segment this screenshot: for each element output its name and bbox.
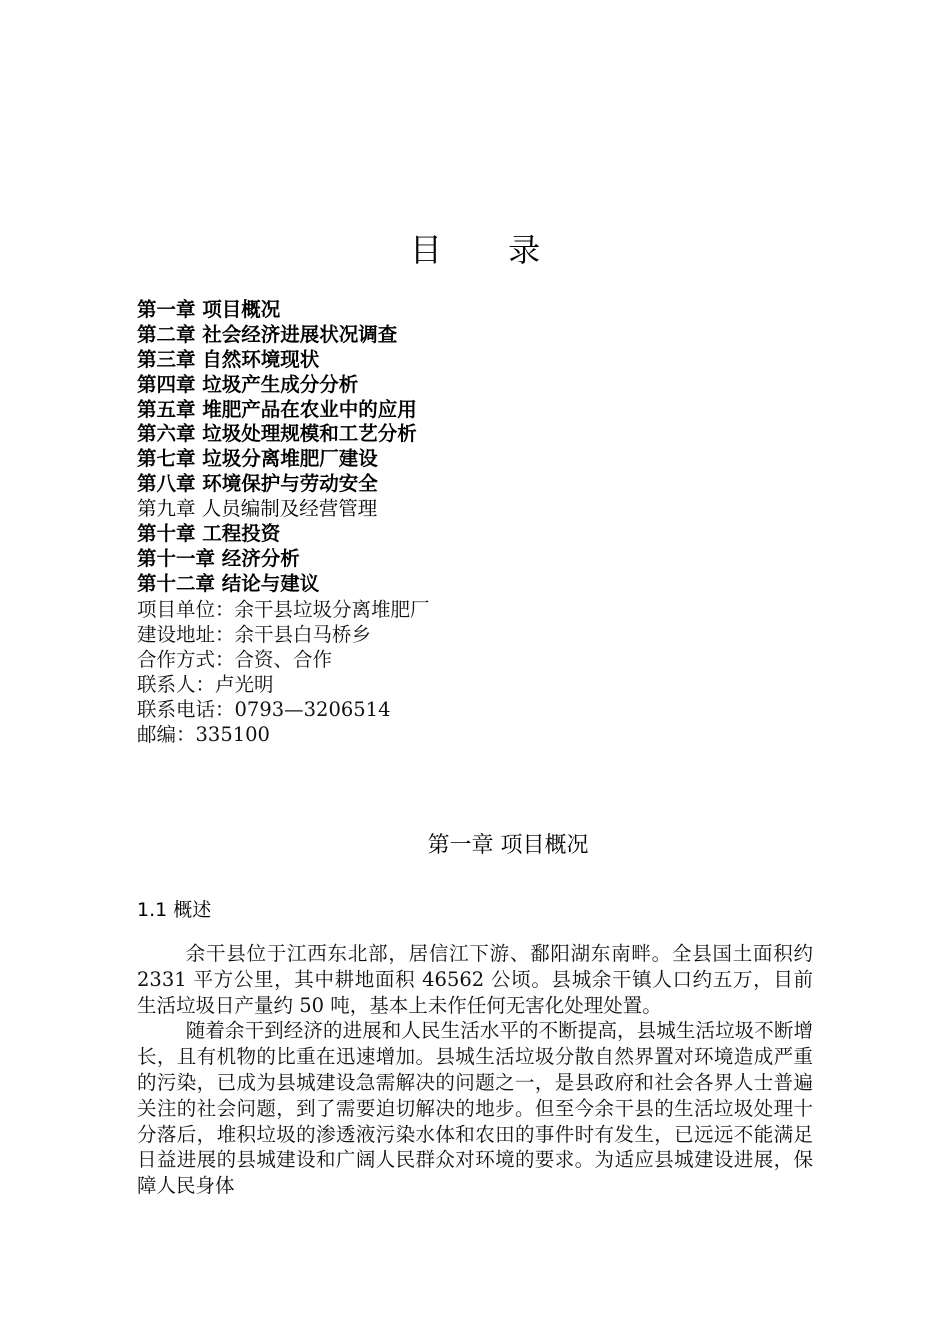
toc-item-chapter-6: 第六章 垃圾处理规模和工艺分析 <box>137 422 417 446</box>
toc-item-chapter-2: 第二章 社会经济进展状况调查 <box>137 322 398 346</box>
toc-item-chapter-4: 第四章 垃圾产生成分分析 <box>137 372 359 396</box>
toc-title: 目 录 <box>409 231 569 269</box>
paragraph: 随着余干到经济的进展和人民生活水平的不断提高，县城生活垃圾不断增长，且有机物的比重在迅速增加。县城生活垃圾分散自然界置对环境造成严重的污染，已成为县城建设急需解决的问题之一，是县政府和社会各界人士普遍关注的社会问题，到了需要迫切解决的地步。但至今余干县的生活垃圾处理十分落后，堆积垃圾的渗透液污染水体和农田的事件时有发生，已远远不能满足日益进展的县城建设和广阔人民群众对环境的要求。为适应县城建设进展，保障人民身体 <box>137 1019 813 1198</box>
toc-item-chapter-1: 第一章 项目概况 <box>137 298 281 321</box>
contact-phone: 联系电话：0793—3206514 <box>137 698 391 721</box>
toc-item-chapter-10: 第十章 工程投资 <box>137 522 281 546</box>
toc-item-chapter-8: 第八章 环境保护与劳动安全 <box>137 472 378 496</box>
postal-code: 邮编：335100 <box>137 723 270 746</box>
project-unit: 项目单位：余干县垃圾分离堆肥厂 <box>137 598 430 621</box>
contact-person: 联系人：卢光明 <box>137 673 274 696</box>
project-info <box>137 597 817 747</box>
toc-item-chapter-12: 第十二章 结论与建议 <box>137 571 320 595</box>
toc-item-chapter-7: 第七章 垃圾分离堆肥厂建设 <box>137 447 378 471</box>
chapter-title: 第一章 项目概况 <box>427 833 589 858</box>
toc-item-chapter-5: 第五章 堆肥产品在农业中的应用 <box>137 397 417 421</box>
paragraph: 余干县位于江西东北部，居信江下游、鄱阳湖东南畔。全县国土面积约 2331 平方公里，其中耕地面积 46562 公顷。县城余干镇人口约五万，目前生活垃圾日产量约 50 吨，基本上未作任何无害化处理处置。 <box>137 942 813 1017</box>
project-address: 建设地址：余干县白马桥乡 <box>137 623 372 646</box>
cooperation-mode: 合作方式：合资、合作 <box>137 648 333 671</box>
toc-item-chapter-3: 第三章 自然环境现状 <box>137 347 320 371</box>
toc-item-chapter-9: 第九章 人员编制及经营管理 <box>137 497 378 521</box>
table-of-contents <box>137 298 817 597</box>
toc-item-chapter-11: 第十一章 经济分析 <box>137 546 300 570</box>
section-title: 1.1 概述 <box>137 899 212 921</box>
section-body <box>137 941 813 1199</box>
